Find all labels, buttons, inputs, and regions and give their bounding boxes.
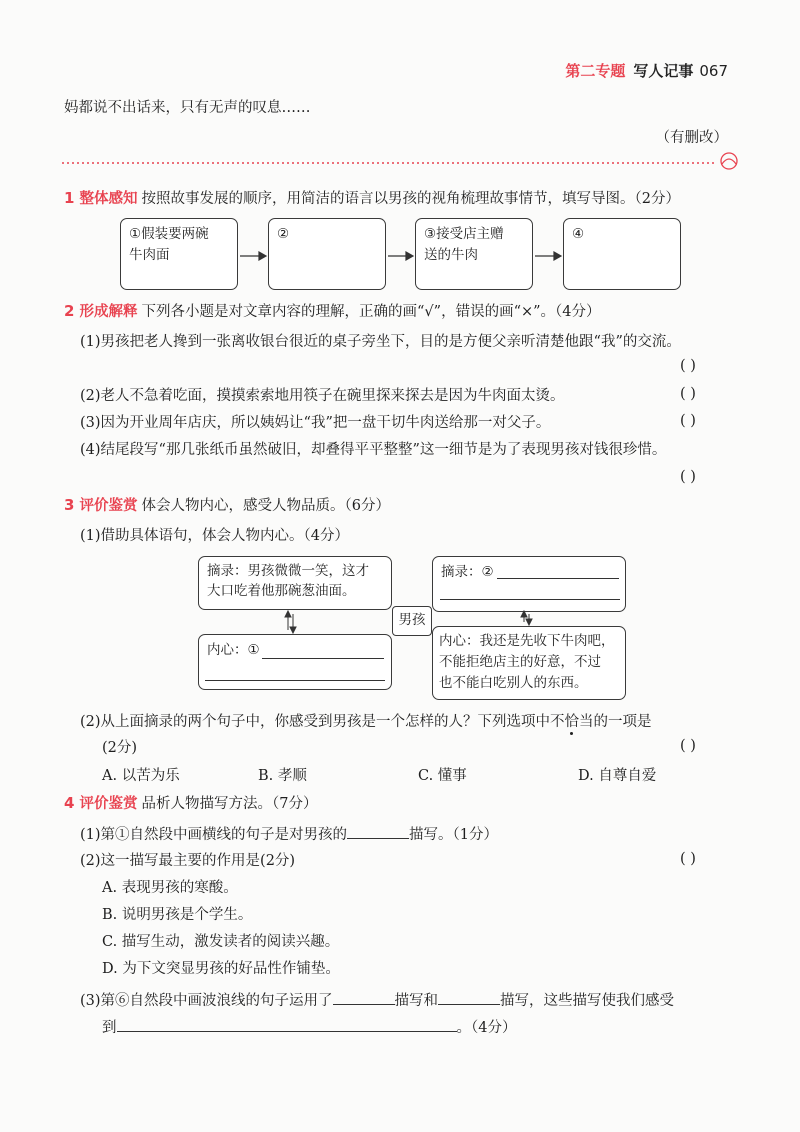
header-section: 写人记事 <box>633 62 694 80</box>
arrow-up-icon <box>285 611 291 617</box>
flow-box-3-line1: ③接受店主赠 <box>424 226 504 242</box>
q3-option-a: A. 以苦为乐 <box>102 768 180 784</box>
q2-item-2: (2)老人不急着吃面，摸摸索索地用筷子在碗里探来探去是因为牛肉面太烫。 <box>80 388 565 404</box>
q3-answer[interactable]: ( ) <box>680 738 696 754</box>
q3-sub1: (1)借助具体语句，体会人物内心。（4分） <box>80 528 350 544</box>
q2-answer-3[interactable]: ( ) <box>680 413 696 429</box>
q1-badge: 1 整体感知 <box>64 189 138 207</box>
q3-badge: 3 评价鉴赏 <box>64 496 138 514</box>
q4-option-d: D. 为下文突显男孩的好品性作铺垫。 <box>102 961 340 977</box>
arrow-up-icon <box>521 611 527 617</box>
source-note: （有删改） <box>655 130 728 146</box>
q4-sub3-cont: 到 。（4分） <box>102 1017 516 1038</box>
q3-sub2: (2)从上面摘录的两个句子中，你感受到男孩是一个怎样的人？下列选项中不恰当的一项是 <box>80 714 652 730</box>
q3-sub2-score: (2分) <box>102 740 138 756</box>
header-topic: 第二专题 <box>565 62 626 80</box>
q4-sub3-blank-1[interactable] <box>333 990 395 1005</box>
flow-box-3-line2: 送的牛肉 <box>424 247 478 263</box>
q2-answer-4[interactable]: ( ) <box>680 469 696 485</box>
flow-box-1-line1: ①假装要两碗 <box>129 226 209 242</box>
q4-option-a: A. 表现男孩的寒酸。 <box>102 880 238 896</box>
q2-item-1: (1)男孩把老人搀到一张离收银台很近的桌子旁坐下，目的是方便父亲听清楚他跟“我”的交流。 <box>80 334 681 350</box>
passage-tail: 妈都说不出话来，只有无声的叹息…… <box>64 100 311 116</box>
flow-box-1-line2: 牛肉面 <box>129 247 170 263</box>
emphasis-not-appropriate: 不恰当 <box>550 714 594 730</box>
q2-item-3: (3)因为开业周年店庆，所以姨妈让“我”把一盘干切牛肉送给那一对父子。 <box>80 415 551 431</box>
excerpt-1-line1: 摘录：男孩微微一笑，这才 <box>207 563 369 579</box>
arrow-down-icon <box>290 627 296 633</box>
q4-option-b: B. 说明男孩是个学生。 <box>102 907 253 923</box>
q4-sub3: (3)第⑥自然段中画波浪线的句子运用了 描写和 描写，这些描写使我们感受 <box>80 990 674 1011</box>
q4-badge: 4 评价鉴赏 <box>64 794 138 812</box>
inner-2-line2: 不能拒绝店主的好意，不过 <box>439 654 601 670</box>
q1-prompt: 1 整体感知 按照故事发展的顺序，用简洁的语言以男孩的视角梳理故事情节，填写导图。（2分） <box>64 189 680 207</box>
arrow-down-icon <box>526 619 532 625</box>
q2-answer-2[interactable]: ( ) <box>680 386 696 402</box>
excerpt-1-line2: 大口吃着他那碗葱油面。 <box>207 583 356 599</box>
flow-box-4-line1: ④ <box>572 226 585 242</box>
q4-answer[interactable]: ( ) <box>680 851 696 867</box>
q2-prompt: 2 形成解释 下列各小题是对文章内容的理解，正确的画“√”，错误的画“×”。（4分） <box>64 302 601 320</box>
excerpt-2-label: 摘录：② <box>441 564 494 580</box>
q3-option-d: D. 自尊自爱 <box>578 768 657 784</box>
q3-option-c: C. 懂事 <box>418 768 467 784</box>
q4-sub3-blank-2[interactable] <box>438 990 500 1005</box>
q4-sub1: (1)第①自然段中画横线的句子是对男孩的 描写。（1分） <box>80 824 498 845</box>
q3-prompt: 3 评价鉴赏 体会人物内心，感受人物品质。（6分） <box>64 496 390 514</box>
page-number: 067 <box>699 62 728 80</box>
center-box-boy: 男孩 <box>392 606 432 636</box>
q4-sub3-blank-3[interactable] <box>117 1017 457 1032</box>
q2-item-4: (4)结尾段写“那几张纸币虽然破旧，却叠得平平整整”这一细节是为了表现男孩对钱很珍惜。 <box>80 442 667 458</box>
q2-answer-1[interactable]: ( ) <box>680 358 696 374</box>
q2-badge: 2 形成解释 <box>64 302 138 320</box>
q4-prompt: 4 评价鉴赏 品析人物描写方法。（7分） <box>64 794 318 812</box>
q4-sub2: (2)这一描写最主要的作用是(2分) <box>80 853 296 869</box>
inner-1-label: 内心：① <box>207 642 260 658</box>
flow-box-2-line1: ② <box>277 226 290 242</box>
q4-sub1-blank[interactable] <box>347 824 409 839</box>
inner-2-line1: 内心：我还是先收下牛肉吧， <box>439 633 615 649</box>
inner-2-line3: 也不能白吃别人的东西。 <box>439 675 588 691</box>
q3-option-b: B. 孝顺 <box>258 768 307 784</box>
q4-option-c: C. 描写生动，激发读者的阅读兴趣。 <box>102 934 340 950</box>
